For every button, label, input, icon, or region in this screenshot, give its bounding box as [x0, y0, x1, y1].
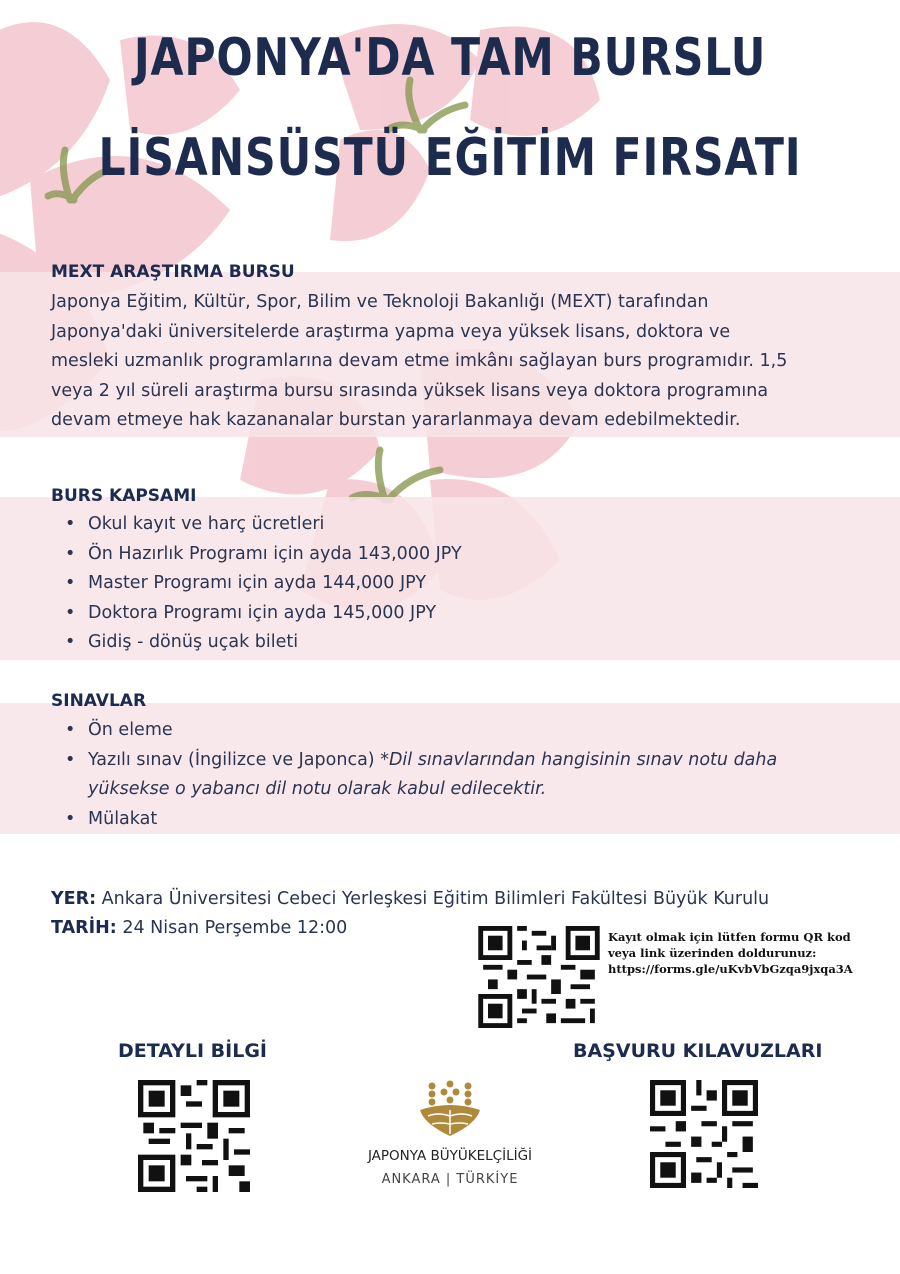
registration-line-1: Kayıt olmak için lütfen formu QR kod: [608, 930, 851, 944]
coverage-list: [51, 510, 462, 658]
guides-heading: BAŞVURU KILAVUZLARI: [573, 1040, 823, 1062]
language-note: *Dil sınavlarından hangisinin sınav notu daha: [380, 749, 778, 770]
coverage-heading: BURS KAPSAMI: [51, 486, 197, 506]
registration-link[interactable]: https://forms.gle/uKvbVbGzqa9jxqa3A: [608, 962, 853, 976]
list-item: [51, 746, 851, 805]
registration-qr-code[interactable]: [478, 926, 600, 1028]
mext-heading: MEXT ARAŞTIRMA BURSU: [51, 262, 295, 282]
mext-line: mesleki uzmanlık programlarına devam etme imkânı sağlayan burs programıdır. 1,5: [51, 351, 788, 371]
date-value: 24 Nisan Perşembe 12:00: [116, 918, 348, 938]
list-item: • Okul kayıt ve harç ücretleri: [51, 510, 462, 540]
written-exam-label: Yazılı sınav (İngilizce ve Japonca): [88, 749, 381, 770]
list-item: • Ön eleme: [51, 716, 851, 746]
venue-value: Ankara Üniversitesi Cebeci Yerleşkesi Eğitim Bilimleri Fakültesi Büyük Kurulu: [96, 889, 770, 909]
venue-label: YER:: [51, 889, 97, 909]
list-item: • Gidiş - dönüş uçak bileti: [51, 628, 462, 658]
exams-heading: SINAVLAR: [51, 691, 147, 711]
mext-line: Japonya Eğitim, Kültür, Spor, Bilim ve Teknoloji Bakanlığı (MEXT) tarafından: [51, 292, 709, 312]
mext-line: veya 2 yıl süreli araştırma bursu sırasında yüksek lisans veya doktora programına: [51, 380, 769, 401]
embassy-city: ANKARA | TÜRKİYE: [381, 1172, 519, 1187]
date-line: [51, 914, 347, 943]
embassy-name: JAPONYA BÜYÜKELÇİLİĞİ: [367, 1148, 533, 1164]
registration-line-2: veya link üzerinden doldurunuz:: [608, 946, 817, 960]
title-line-2: LİSANSÜSTÜ EĞİTİM FIRSATI: [98, 128, 802, 188]
registration-instructions: [608, 929, 878, 977]
venue-line: [51, 885, 769, 914]
mext-line: Japonya'daki üniversitelerde araştırma yapma veya yüksek lisans, doktora ve: [51, 321, 731, 342]
details-qr-code[interactable]: [138, 1080, 250, 1192]
exams-list: [51, 716, 851, 834]
paulownia-crest-icon: [418, 1080, 482, 1138]
list-item: • Mülakat: [51, 805, 851, 835]
title-line-1: JAPONYA'DA TAM BURSLU: [133, 28, 767, 88]
guides-qr-code[interactable]: [650, 1080, 758, 1188]
mext-description: [51, 288, 851, 436]
mext-line: devam etmeye hak kazananalar burstan yararlanmaya devam edebilmektedir.: [51, 410, 741, 430]
list-item: • Doktora Programı için ayda 145,000 JPY: [51, 599, 462, 629]
details-heading: DETAYLI BİLGİ: [118, 1040, 267, 1062]
list-item: • Ön Hazırlık Programı için ayda 143,000 JPY: [51, 540, 462, 570]
date-label: TARİH:: [51, 918, 117, 938]
list-item: • Master Programı için ayda 144,000 JPY: [51, 569, 462, 599]
language-note-cont: yüksekse o yabancı dil notu olarak kabul edilecektir.: [88, 779, 547, 799]
